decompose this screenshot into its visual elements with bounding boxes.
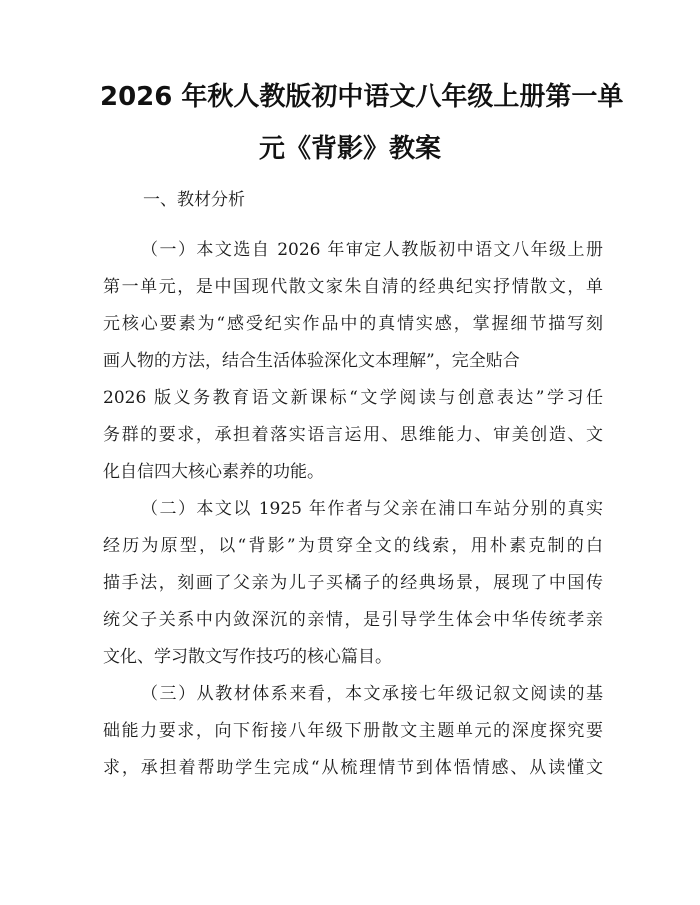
paragraph-line: 文化、学习散文写作技巧的核心篇目。 xyxy=(103,647,392,667)
paragraph-line: 描手法，刻画了父亲为儿子买橘子的经典场景，展现了中国传 xyxy=(103,573,603,593)
paragraph-line: （一）本文选自 2026 年审定人教版初中语文八年级上册 xyxy=(141,240,603,260)
paragraph-line: （三）从教材体系来看，本文承接七年级记叙文阅读的基 xyxy=(141,684,603,704)
paragraph-line: 化自信四大核心素养的功能。 xyxy=(103,462,324,482)
paragraph-line: 2026 版义务教育语文新课标“文学阅读与创意表达”学习任 xyxy=(103,388,603,408)
paragraph-2 xyxy=(103,491,603,676)
paragraph-line: 元核心要素为“感受纪实作品中的真情实感，掌握细节描写刻 xyxy=(103,314,603,334)
paragraph-line: 求，承担着帮助学生完成“从梳理情节到体悟情感、从读懂文 xyxy=(103,758,603,778)
paragraph-line: （二）本文以 1925 年作者与父亲在浦口车站分别的真实 xyxy=(141,499,603,519)
document-title-line-2: 元《背影》教案 xyxy=(258,134,441,164)
paragraph-line: 第一单元，是中国现代散文家朱自清的经典纪实抒情散文，单 xyxy=(103,277,603,297)
section-heading: 一、教材分析 xyxy=(143,190,245,210)
paragraph-1 xyxy=(103,232,603,491)
paragraph-3 xyxy=(103,676,603,787)
paragraph-line: 统父子关系中内敛深沉的亲情，是引导学生体会中华传统孝亲 xyxy=(103,610,603,630)
paragraph-line: 画人物的方法，结合生活体验深化文本理解”，完全贴合 xyxy=(103,351,520,371)
document-title-line-1: 2026 年秋人教版初中语文八年级上册第一单 xyxy=(100,82,624,112)
paragraph-line: 础能力要求，向下衔接八年级下册散文主题单元的深度探究要 xyxy=(103,721,603,741)
paragraph-line: 务群的要求，承担着落实语言运用、思维能力、审美创造、文 xyxy=(103,425,603,445)
paragraph-line: 经历为原型，以“背影”为贯穿全文的线索，用朴素克制的白 xyxy=(103,536,603,556)
